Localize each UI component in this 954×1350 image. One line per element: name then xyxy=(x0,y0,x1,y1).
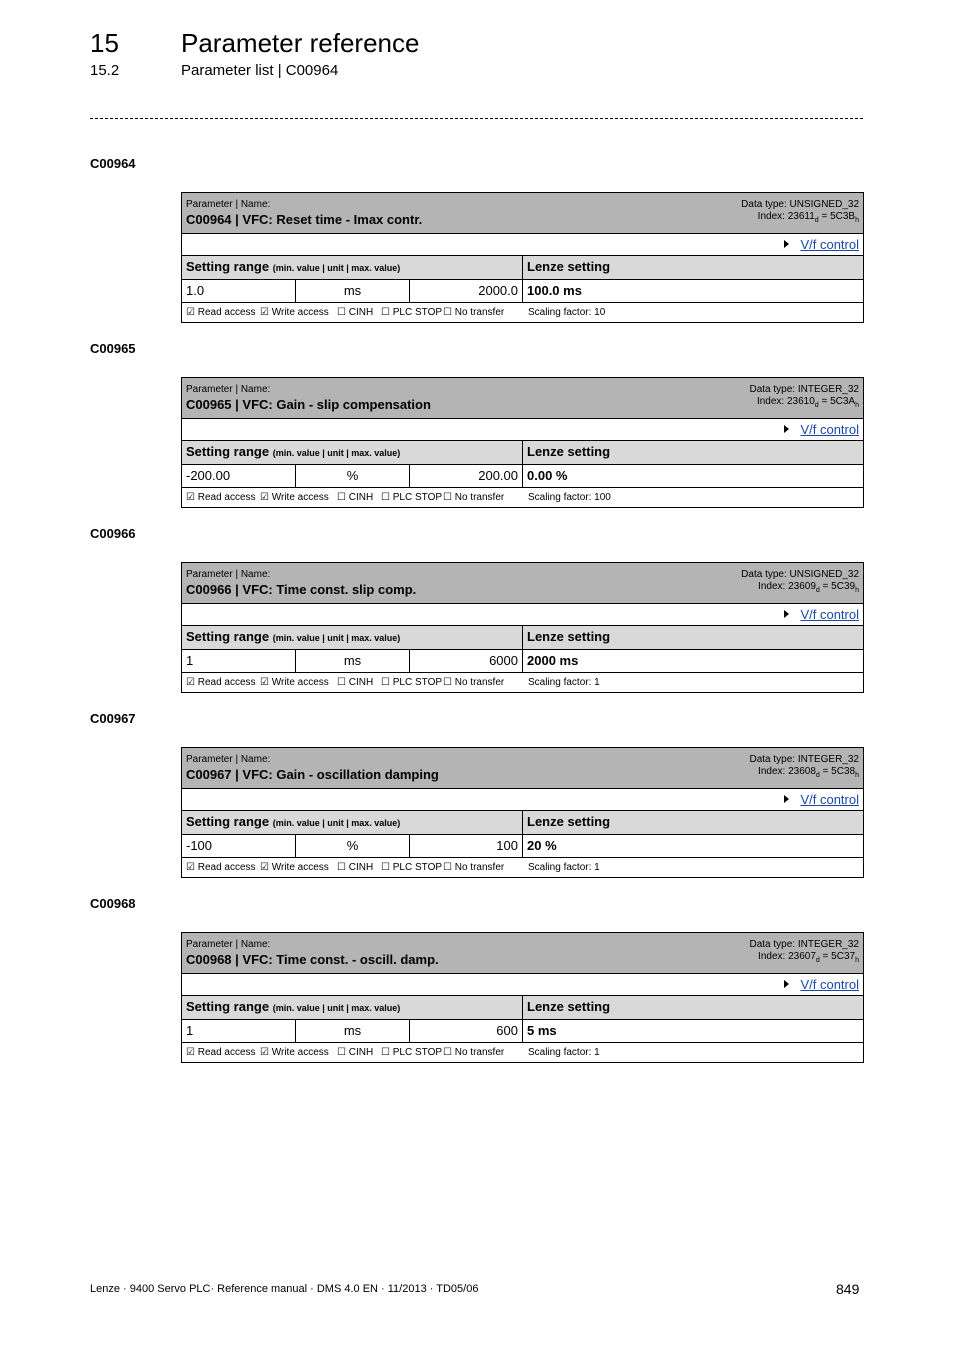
setting-range-label: Setting range (min. value | unit | max. value) xyxy=(182,626,523,649)
lenze-setting-label: Lenze setting xyxy=(527,629,611,644)
param-header xyxy=(182,748,863,789)
lenze-value: 100.0 ms xyxy=(527,283,582,298)
attr-write: ☑ Write access xyxy=(260,1047,329,1058)
param-heading: C00968 xyxy=(90,896,136,911)
link-row xyxy=(182,974,863,996)
attr-plcstop: ☐ PLC STOP xyxy=(381,862,443,873)
unit: % xyxy=(296,835,410,857)
value-row xyxy=(182,280,863,303)
param-label: Parameter | Name: xyxy=(186,754,271,765)
page-number: 849 xyxy=(836,1281,860,1297)
attr-cinh: ☐ CINH xyxy=(337,1047,374,1058)
max-value: 6000 xyxy=(410,650,523,672)
attr-row xyxy=(182,673,863,692)
scaling-factor: Scaling factor: 100 xyxy=(528,492,611,503)
lenze-setting-label: Lenze setting xyxy=(527,999,611,1014)
lenze-value: 0.00 % xyxy=(527,468,568,483)
param-header xyxy=(182,378,863,419)
vf-control-link[interactable]: V/f control xyxy=(800,792,859,807)
param-label: Parameter | Name: xyxy=(186,384,271,395)
section-title: Parameter list | C00964 xyxy=(181,62,339,79)
setting-range-header xyxy=(182,996,863,1020)
param-header xyxy=(182,193,863,234)
attr-notransfer: ☐ No transfer xyxy=(443,307,505,318)
param-index: Index: $23611_d = 5C3B_h$ xyxy=(757,211,859,224)
param-name: C00964 | VFC: Reset time - Imax contr. xyxy=(186,212,423,227)
attr-cinh: ☐ CINH xyxy=(337,862,374,873)
attr-row xyxy=(182,488,863,507)
param-header xyxy=(182,933,863,974)
attr-notransfer: ☐ No transfer xyxy=(443,677,505,688)
setting-range-label: Setting range (min. value | unit | max. value) xyxy=(182,256,523,279)
data-type: Data type: INTEGER_32 xyxy=(749,939,859,950)
chapter-number: 15 xyxy=(90,28,119,58)
param-index: Index: $23608_d = 5C38_h$ xyxy=(758,766,859,779)
attr-read: ☑ Read access xyxy=(186,1047,256,1058)
min-value: 1 xyxy=(182,650,296,672)
attr-notransfer: ☐ No transfer xyxy=(443,1047,505,1058)
attr-plcstop: ☐ PLC STOP xyxy=(381,677,443,688)
param-heading: C00965 xyxy=(90,341,136,356)
attr-write: ☑ Write access xyxy=(260,862,329,873)
arrow-right-icon xyxy=(784,425,789,433)
min-value: 1.0 xyxy=(182,280,296,302)
param-name: C00968 | VFC: Time const. - oscill. damp. xyxy=(186,952,439,967)
vf-control-link[interactable]: V/f control xyxy=(800,237,859,252)
data-type: Data type: UNSIGNED_32 xyxy=(741,569,859,580)
lenze-setting-label: Lenze setting xyxy=(527,444,611,459)
attr-row xyxy=(182,858,863,877)
max-value: 200.00 xyxy=(410,465,523,487)
footer-text: Lenze · 9400 Servo PLC· Reference manual · DMS 4.0 EN · 11/2013 · TD05/06 xyxy=(90,1283,479,1295)
param-name: C00965 | VFC: Gain - slip compensation xyxy=(186,397,431,412)
vf-control-link[interactable]: V/f control xyxy=(800,422,859,437)
attr-read: ☑ Read access xyxy=(186,862,256,873)
setting-range-header xyxy=(182,256,863,280)
arrow-right-icon xyxy=(784,240,789,248)
data-type: Data type: INTEGER_32 xyxy=(749,384,859,395)
scaling-factor: Scaling factor: 1 xyxy=(528,1047,600,1058)
param-table xyxy=(181,747,864,878)
attr-plcstop: ☐ PLC STOP xyxy=(381,307,443,318)
vf-control-link[interactable]: V/f control xyxy=(800,607,859,622)
attr-cinh: ☐ CINH xyxy=(337,307,374,318)
scaling-factor: Scaling factor: 1 xyxy=(528,677,600,688)
setting-range-label: Setting range (min. value | unit | max. value) xyxy=(182,996,523,1019)
setting-range-header xyxy=(182,626,863,650)
link-row xyxy=(182,419,863,441)
setting-range-header xyxy=(182,441,863,465)
value-row xyxy=(182,650,863,673)
lenze-value: 5 ms xyxy=(527,1023,557,1038)
param-heading: C00966 xyxy=(90,526,136,541)
param-header xyxy=(182,563,863,604)
arrow-right-icon xyxy=(784,980,789,988)
attr-write: ☑ Write access xyxy=(260,677,329,688)
max-value: 2000.0 xyxy=(410,280,523,302)
lenze-setting-label: Lenze setting xyxy=(527,814,611,829)
unit: ms xyxy=(296,280,410,302)
attr-notransfer: ☐ No transfer xyxy=(443,862,505,873)
attr-write: ☑ Write access xyxy=(260,307,329,318)
setting-range-label: Setting range (min. value | unit | max. value) xyxy=(182,441,523,464)
param-table xyxy=(181,192,864,323)
setting-range-label: Setting range (min. value | unit | max. value) xyxy=(182,811,523,834)
attr-read: ☑ Read access xyxy=(186,492,256,503)
attr-cinh: ☐ CINH xyxy=(337,492,374,503)
scaling-factor: Scaling factor: 1 xyxy=(528,862,600,873)
lenze-value: 2000 ms xyxy=(527,653,579,668)
header-rule xyxy=(90,118,863,119)
param-name: C00966 | VFC: Time const. slip comp. xyxy=(186,582,417,597)
attr-notransfer: ☐ No transfer xyxy=(443,492,505,503)
scaling-factor: Scaling factor: 10 xyxy=(528,307,606,318)
min-value: 1 xyxy=(182,1020,296,1042)
attr-read: ☑ Read access xyxy=(186,307,256,318)
arrow-right-icon xyxy=(784,610,789,618)
unit: ms xyxy=(296,1020,410,1042)
attr-row xyxy=(182,303,863,322)
unit: % xyxy=(296,465,410,487)
value-row xyxy=(182,1020,863,1043)
link-row xyxy=(182,604,863,626)
attr-plcstop: ☐ PLC STOP xyxy=(381,1047,443,1058)
data-type: Data type: UNSIGNED_32 xyxy=(741,199,859,210)
setting-range-header xyxy=(182,811,863,835)
param-name: C00967 | VFC: Gain - oscillation damping xyxy=(186,767,439,782)
attr-write: ☑ Write access xyxy=(260,492,329,503)
lenze-value: 20 % xyxy=(527,838,557,853)
value-row xyxy=(182,835,863,858)
chapter-title: Parameter reference xyxy=(181,28,420,58)
min-value: -200.00 xyxy=(182,465,296,487)
param-label: Parameter | Name: xyxy=(186,199,271,210)
param-table xyxy=(181,562,864,693)
data-type: Data type: INTEGER_32 xyxy=(749,754,859,765)
link-row xyxy=(182,234,863,256)
vf-control-link[interactable]: V/f control xyxy=(800,977,859,992)
param-index: Index: $23609_d = 5C39_h$ xyxy=(758,581,859,594)
unit: ms xyxy=(296,650,410,672)
param-table xyxy=(181,377,864,508)
section-number: 15.2 xyxy=(90,62,120,79)
param-table xyxy=(181,932,864,1063)
param-label: Parameter | Name: xyxy=(186,569,271,580)
attr-read: ☑ Read access xyxy=(186,677,256,688)
param-label: Parameter | Name: xyxy=(186,939,271,950)
attr-cinh: ☐ CINH xyxy=(337,677,374,688)
param-index: Index: $23610_d = 5C3A_h$ xyxy=(756,396,859,409)
link-row xyxy=(182,789,863,811)
min-value: -100 xyxy=(182,835,296,857)
arrow-right-icon xyxy=(784,795,789,803)
attr-plcstop: ☐ PLC STOP xyxy=(381,492,443,503)
param-heading: C00964 xyxy=(90,156,136,171)
max-value: 100 xyxy=(410,835,523,857)
lenze-setting-label: Lenze setting xyxy=(527,259,611,274)
value-row xyxy=(182,465,863,488)
param-index: Index: $23607_d = 5C37_h$ xyxy=(758,951,859,964)
attr-row xyxy=(182,1043,863,1062)
max-value: 600 xyxy=(410,1020,523,1042)
param-heading: C00967 xyxy=(90,711,136,726)
